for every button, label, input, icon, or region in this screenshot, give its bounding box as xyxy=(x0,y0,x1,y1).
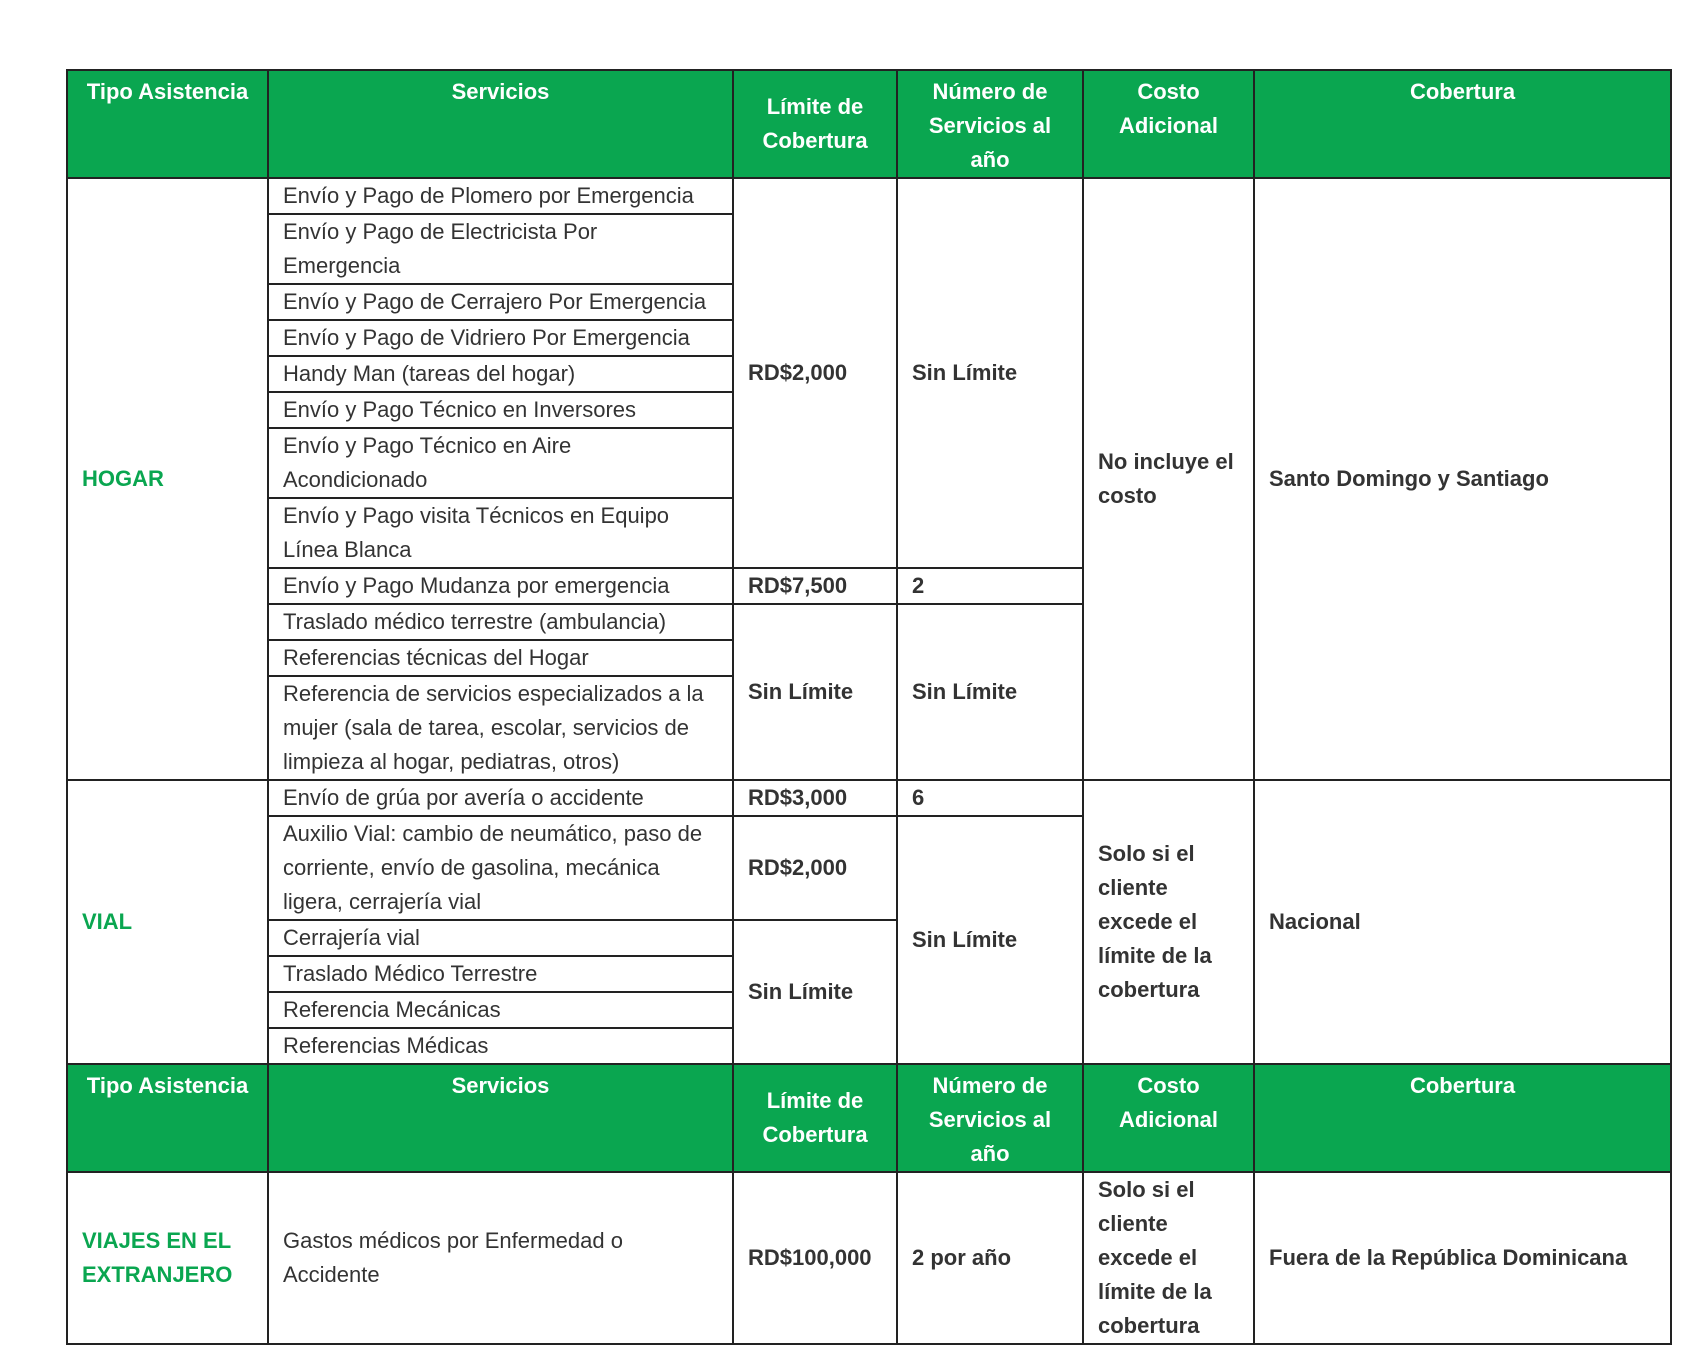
service-cell: Envío y Pago de Electricista Por Emergencia xyxy=(268,214,733,284)
table-row xyxy=(67,780,1671,816)
service-cell: Envío y Pago de Vidriero Por Emergencia xyxy=(268,320,733,356)
service-cell: Envío de grúa por avería o accidente xyxy=(268,780,733,816)
hogar-cost: No incluye el costo xyxy=(1083,178,1254,780)
table-row xyxy=(67,1172,1671,1344)
header-cobertura: Cobertura xyxy=(1254,1064,1671,1172)
hogar-type: HOGAR xyxy=(67,178,268,780)
header-limite: Límite de Cobertura xyxy=(733,1064,897,1172)
service-cell: Gastos médicos por Enfermedad o Accidente xyxy=(268,1172,733,1344)
vial-limit-1: RD$3,000 xyxy=(733,780,897,816)
hogar-coverage: Santo Domingo y Santiago xyxy=(1254,178,1671,780)
header-numero: Número de Servicios al año xyxy=(897,70,1083,178)
service-cell: Referencia de servicios especializados a la mujer (sala de tarea, escolar, servicios de limpieza al hogar, pediatras, otros) xyxy=(268,676,733,780)
vial-limit-2: RD$2,000 xyxy=(733,816,897,920)
hogar-limit-1: RD$2,000 xyxy=(733,178,897,568)
vial-type: VIAL xyxy=(67,780,268,1064)
hogar-count-1: Sin Límite xyxy=(897,178,1083,568)
header-costo: Costo Adicional xyxy=(1083,70,1254,178)
table-row xyxy=(67,178,1671,214)
viajes-cost: Solo si el cliente excede el límite de la cobertura xyxy=(1083,1172,1254,1344)
service-cell: Envío y Pago visita Técnicos en Equipo Línea Blanca xyxy=(268,498,733,568)
service-cell: Traslado Médico Terrestre xyxy=(268,956,733,992)
viajes-count: 2 por año xyxy=(897,1172,1083,1344)
viajes-coverage: Fuera de la República Dominicana xyxy=(1254,1172,1671,1344)
hogar-limit-2: RD$7,500 xyxy=(733,568,897,604)
header-cobertura: Cobertura xyxy=(1254,70,1671,178)
service-cell: Envío y Pago Mudanza por emergencia xyxy=(268,568,733,604)
service-cell: Envío y Pago de Plomero por Emergencia xyxy=(268,178,733,214)
coverage-table xyxy=(66,69,1672,1345)
vial-count-1: 6 xyxy=(897,780,1083,816)
vial-count-2: Sin Límite xyxy=(897,816,1083,1064)
service-cell: Referencia Mecánicas xyxy=(268,992,733,1028)
table-header-row xyxy=(67,1064,1671,1172)
header-numero: Número de Servicios al año xyxy=(897,1064,1083,1172)
service-cell: Referencias Médicas xyxy=(268,1028,733,1064)
vial-limit-3: Sin Límite xyxy=(733,920,897,1064)
service-cell: Referencias técnicas del Hogar xyxy=(268,640,733,676)
service-cell: Handy Man (tareas del hogar) xyxy=(268,356,733,392)
header-costo: Costo Adicional xyxy=(1083,1064,1254,1172)
header-tipo: Tipo Asistencia xyxy=(67,1064,268,1172)
viajes-limit: RD$100,000 xyxy=(733,1172,897,1344)
table-header-row xyxy=(67,70,1671,178)
vial-coverage: Nacional xyxy=(1254,780,1671,1064)
hogar-count-3: Sin Límite xyxy=(897,604,1083,780)
service-cell: Envío y Pago Técnico en Inversores xyxy=(268,392,733,428)
service-cell: Envío y Pago de Cerrajero Por Emergencia xyxy=(268,284,733,320)
viajes-type: VIAJES EN EL EXTRANJERO xyxy=(67,1172,268,1344)
hogar-limit-3: Sin Límite xyxy=(733,604,897,780)
service-cell: Auxilio Vial: cambio de neumático, paso de corriente, envío de gasolina, mecánica ligera, cerrajería vial xyxy=(268,816,733,920)
service-cell: Cerrajería vial xyxy=(268,920,733,956)
header-limite: Límite de Cobertura xyxy=(733,70,897,178)
header-servicios: Servicios xyxy=(268,1064,733,1172)
service-cell: Envío y Pago Técnico en Aire Acondicionado xyxy=(268,428,733,498)
service-cell: Traslado médico terrestre (ambulancia) xyxy=(268,604,733,640)
hogar-count-2: 2 xyxy=(897,568,1083,604)
header-servicios: Servicios xyxy=(268,70,733,178)
vial-cost: Solo si el cliente excede el límite de la cobertura xyxy=(1083,780,1254,1064)
header-tipo: Tipo Asistencia xyxy=(67,70,268,178)
